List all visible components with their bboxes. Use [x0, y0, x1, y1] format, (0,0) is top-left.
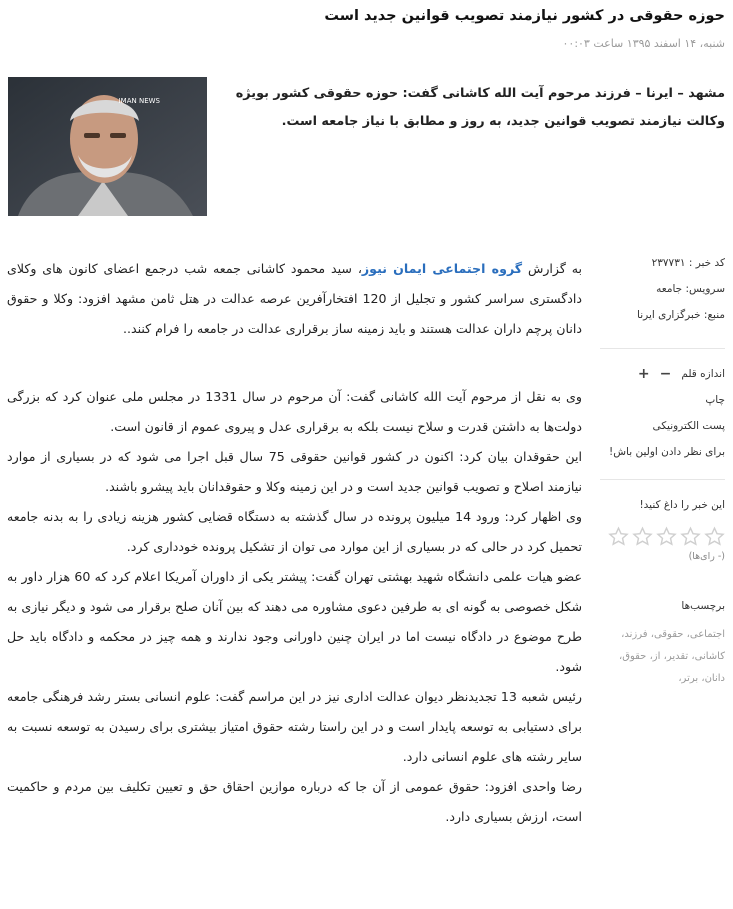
comment-link[interactable]: برای نظر دادن اولین باش! [608, 446, 725, 458]
tag-link[interactable]: فرزند، [621, 629, 648, 640]
tags-title: برچسب‌ها [681, 600, 725, 612]
star-icon[interactable] [680, 526, 701, 547]
star-icon[interactable] [632, 526, 653, 547]
votes-count: (- رای‌ها) [688, 551, 725, 562]
article-photo [8, 77, 207, 216]
source-link[interactable]: گروه اجتماعی ایمان نیوز [361, 261, 523, 276]
tag-link[interactable]: حقوق، [618, 651, 647, 662]
email-link[interactable]: پست الکترونیکی [652, 420, 725, 432]
tags-list [600, 624, 725, 690]
article-body [7, 254, 582, 832]
font-increase-button[interactable]: + [637, 366, 650, 382]
tag-link[interactable]: از، [649, 651, 661, 662]
body-paragraph: رضا واحدی افزود: حقوق عمومی از آن جا که درباره موازین احقاق حق و تعیین تکلیف بین مردم و حاکمیت است، ارزش بسیاری دارد. [7, 779, 582, 824]
article-lead: مشهد – ایرنا – فرزند مرحوم آیت الله کاشانی گفت: حوزه حقوقی کشور بویژه وکالت نیازمند تصویب قوانین جدید، به روز و مطابق با نیاز جامعه است. [235, 86, 725, 129]
photo-watermark: IMAN NEWS [118, 97, 160, 105]
tag-link[interactable]: حقوقی، [650, 629, 684, 640]
article-sidebar [600, 250, 725, 690]
star-icon[interactable] [608, 526, 629, 547]
body-paragraph: وی به نقل از مرحوم آیت الله کاشانی گفت: آن مرحوم در سال 1331 در مجلس ملی عنوان کرد که بزرگی دولت‌ها به داشتن قدرت و سلاح نیست بلکه به برقراری عدل و پیروی عموم از قانون است. [7, 389, 582, 434]
body-paragraph: رئیس شعبه 13 تجدیدنظر دیوان عدالت اداری نیز در این مراسم گفت: علوم انسانی بستر رشد فرهنگی جامعه برای دستیابی به توسعه پایدار است و در این راستا رشته حقوق امتیاز بیشتری برای رسیدن به توسعه نسبت به سایر رشته های علوم انسانی دارد. [7, 689, 582, 764]
news-code: کد خبر : ۲۳۷۷۳۱ [651, 257, 725, 269]
body-paragraph: به گزارش گروه اجتماعی ایمان نیوز، سید محمود کاشانی جمعه شب درجمع اعضای کانون های وکلای دادگستری سراسر کشور و تجلیل از 120 افتخارآفرین عرصه عدالت در هتل ثامن مشهد افزود: وکلا و حقوق دانان پرچم داران عدالت هستند و باید زمینه ساز برقراری عدالت در جامعه را فرام کنند.. [7, 261, 582, 336]
body-paragraph: این حقوقدان بیان کرد: اکنون در کشور قوانین حقوقی 75 سال قبل اجرا می شود که در بسیاری از موارد نیازمند اصلاح و تصویب قوانین جدید است و در این زمینه وکلا و حقوقدانان باید پیشرو باشند. [7, 449, 582, 494]
article-date: شنبه، ۱۴ اسفند ۱۳۹۵ ساعت ۰۰:۰۳ [562, 37, 725, 50]
star-icon[interactable] [704, 526, 725, 547]
font-size-label: اندازه قلم [681, 368, 725, 380]
article-title: حوزه حقوقی در کشور نیازمند تصویب قوانین جدید است [324, 8, 725, 24]
tag-link[interactable]: برتر، [678, 673, 699, 684]
tag-link[interactable]: دانان، [701, 673, 725, 684]
body-paragraph: وی اظهار کرد: ورود 14 میلیون پرونده در سال گذشته به دستگاه قضایی کشور هزینه زیادی را به بدنه جامعه تحمیل کرد در حالی که در بسیاری از این موارد می توان از تشکیل پرونده خودداری کرد. [7, 509, 582, 554]
rating-stars [600, 526, 725, 547]
tag-link[interactable]: اجتماعی، [686, 629, 725, 640]
font-decrease-button[interactable]: − [659, 366, 672, 382]
news-source: منبع: خبرگزاری ایرنا [637, 309, 725, 321]
hot-label: این خبر را داغ کنید! [639, 499, 725, 511]
tag-link[interactable]: کاشانی، [691, 651, 725, 662]
star-icon[interactable] [656, 526, 677, 547]
font-size-control [600, 361, 725, 387]
news-service: سرویس: جامعه [656, 283, 725, 295]
tag-link[interactable]: تقدیر، [663, 651, 689, 662]
print-link[interactable]: چاپ [705, 394, 725, 406]
body-paragraph: عضو هیات علمی دانشگاه شهید بهشتی تهران گفت: پیشتر یکی از داوران آمریکا اعلام کرد که 60 هزار داور به شکل خصوصی به گونه ای به طرفین دعوی مشاوره می دهند که بین آنان صلح برقرار می شود و دیگر نیازی به طرح موضوع در دادگاه نیست اما در ایران چنین داورانی وجود ندارند و همه چیز در محکمه و دادگاه باید حل شود. [7, 569, 582, 674]
